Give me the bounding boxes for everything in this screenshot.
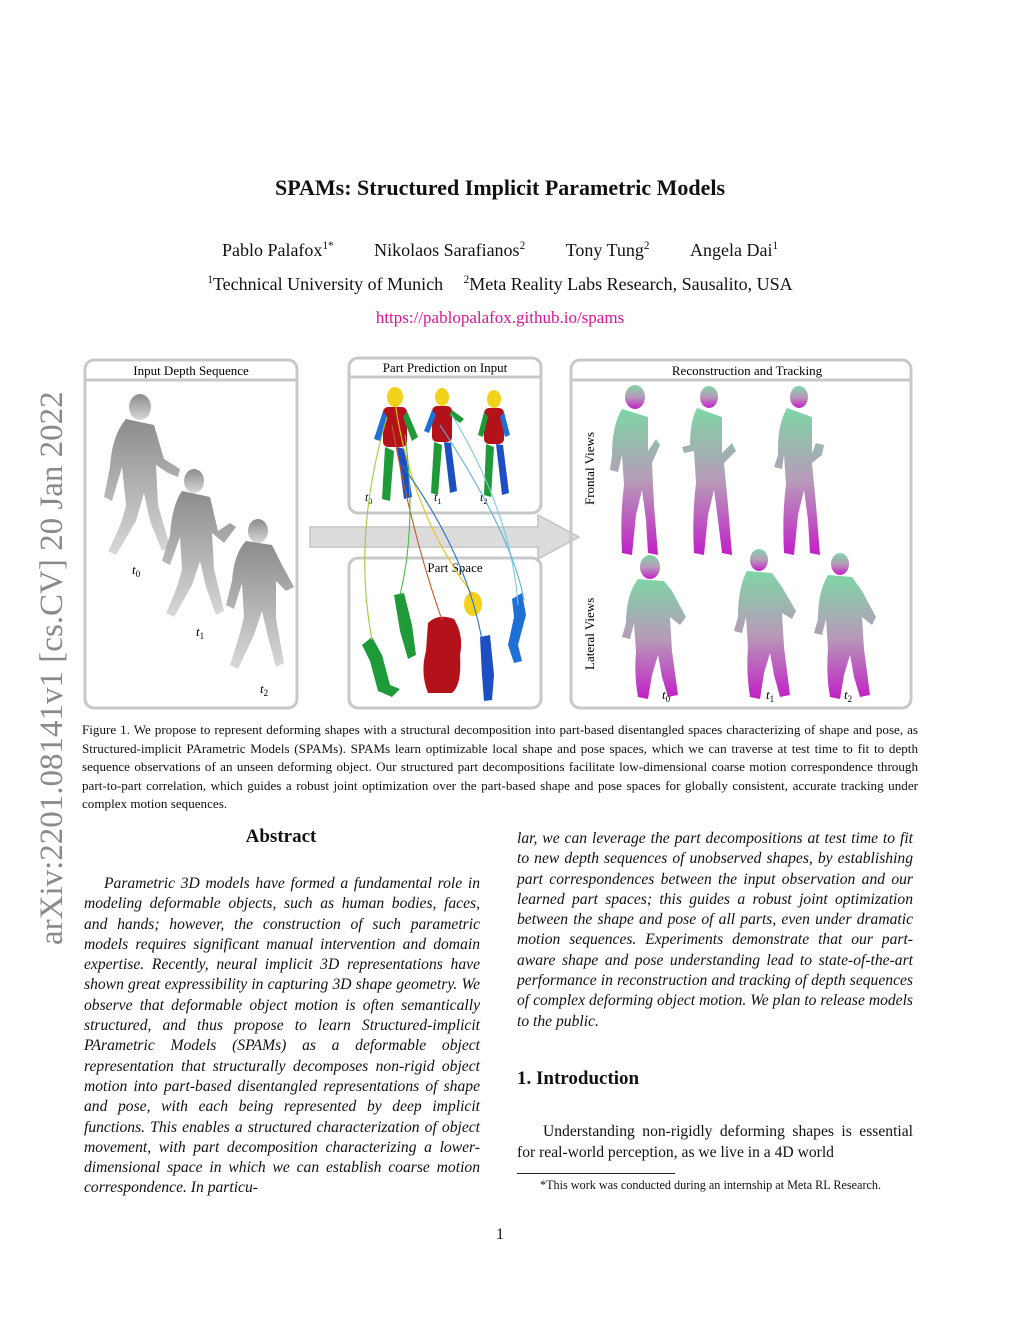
time-t: t: [480, 490, 484, 504]
affiliation: [207, 274, 443, 294]
panel-part-prediction: [349, 358, 541, 513]
author-sup: 1: [772, 240, 779, 252]
row-label: Frontal Views: [582, 431, 597, 505]
recon-figure: [622, 555, 686, 699]
part-shape: [362, 592, 526, 701]
affiliation-name: Technical University of Munich: [212, 274, 444, 294]
panel-title: Part Prediction on Input: [382, 360, 508, 375]
time-t: t: [365, 490, 369, 504]
footnote-rule: [517, 1173, 675, 1174]
part-figure: [424, 388, 464, 495]
abstract-continued: lar, we can leverage the part decompositions at test time to fit to new depth sequences of unobserved shapes, by establishing part correspondences between the input observation and our learned part spaces; this guides a robust joint optimization between the shape and pose of all parts, even under dramatic motion sequences. Experiments demonstrate that our part-aware shape and pose understanding lead to state-of-the-art performance in reconstruction and tracking of depth sequences of complex deforming object motion. We plan to release models to the public.: [517, 830, 913, 1030]
author-sup: 2: [519, 240, 526, 252]
author: [222, 240, 334, 260]
depth-figure: [226, 519, 294, 669]
time-label: [260, 681, 268, 698]
affiliation-list: [0, 274, 1000, 295]
time-label: [766, 687, 774, 704]
project-link[interactable]: https://pablopalafox.github.io/spams: [375, 308, 625, 327]
time-t: t: [196, 624, 200, 639]
time-sub: 1: [769, 694, 775, 704]
affiliation-sup: 2: [463, 274, 470, 286]
part-figure: [478, 390, 510, 497]
author-name: Angela Dai: [690, 240, 773, 260]
time-sub: 0: [368, 497, 373, 506]
author-name: Pablo Palafox: [221, 240, 323, 260]
time-sub: 1: [437, 497, 442, 506]
time-sub: 2: [483, 497, 488, 506]
time-t: t: [662, 687, 666, 702]
arxiv-stamp-text: arXiv:2201.08141v1 [cs.CV] 20 Jan 2022: [34, 391, 70, 945]
section-heading: 1. Introduction: [517, 1068, 640, 1089]
panel-title: Part Space: [427, 560, 483, 575]
row-label: Lateral Views: [582, 597, 597, 670]
author-name: Tony Tung: [565, 240, 644, 260]
recon-figure: [814, 553, 876, 699]
footnote: *This work was conducted during an internship at Meta RL Research.: [540, 1178, 882, 1192]
time-sub: 0: [665, 694, 671, 704]
time-t: t: [844, 687, 848, 702]
panel-input-depth: [85, 360, 297, 708]
panel-title: Reconstruction and Tracking: [671, 363, 823, 378]
time-sub: 1: [199, 631, 205, 641]
time-sub: 2: [263, 688, 269, 698]
abstract-heading: Abstract: [245, 826, 317, 847]
time-t: t: [766, 687, 770, 702]
affiliation-name: Meta Reality Labs Research, Sausalito, USA: [469, 274, 793, 294]
affiliation-sup: 1: [207, 274, 213, 286]
author-name: Nikolaos Sarafianos: [374, 240, 520, 260]
paper-title: SPAMs: Structured Implicit Parametric Models: [274, 175, 726, 200]
page-number: 1: [496, 1226, 504, 1243]
figure-1: [82, 355, 916, 713]
affiliation: [464, 274, 793, 294]
author: [690, 240, 778, 260]
figure-caption: Figure 1. We propose to represent deforming shapes with a structural decomposition into part-based disentangled spaces characterizing of shape and pose, as Structured-implicit PArametric Models (SPAMs). SPAMs learn optimizable local shape and pose spaces, which we can traverse at test time to fit to depth sequence observations of an unseen deforming object. Our structured part decompositions facilitate low-dimensional coarse motion correspondence through part-to-part correlation, which guides a robust joint optimization over the part-based shape and pose spaces for globally consistent, accurate tracking under complex motion sequences.: [82, 722, 918, 811]
depth-figure: [162, 469, 236, 617]
author: [374, 240, 525, 260]
author: [566, 240, 650, 260]
time-label: [132, 562, 141, 579]
author-list: [0, 240, 1000, 261]
panel-title: Input Depth Sequence: [133, 363, 249, 378]
time-t: t: [132, 562, 136, 577]
recon-figure: [682, 386, 736, 555]
abstract-body: Parametric 3D models have formed a fundamental role in modeling deformable objects, such as human bodies, faces, and hands; however, the construction of such parametric models requires significant manual intervention and domain expertise. Recently, neural implicit 3D representations have shown great expressibility in capturing 3D shape geometry. We observe that deformable object motion is often semantically structured, and thus propose to learn Structured-implicit PArametric Models (SPAMs) as a deformable object representation that structurally decomposes non-rigid object motion into part-based disentangled representations of shape and pose, with each being represented by deep implicit functions. This enables a structured characterization of object movement, with part decomposition characterizing a lower-dimensional space in which we can establish coarse motion correspondence. In particu-: [84, 875, 480, 1197]
recon-figure: [734, 549, 796, 699]
panel-reconstruction: [571, 360, 911, 708]
intro-paragraph: Understanding non-rigidly deforming shapes is essential for real-world perception, as we live in a 4D world: [517, 1123, 913, 1161]
time-sub: 0: [135, 569, 141, 579]
recon-figure: [610, 385, 660, 555]
author-sup: 1*: [322, 240, 334, 252]
depth-figure: [104, 394, 180, 555]
time-t: t: [434, 490, 438, 504]
time-t: t: [260, 681, 264, 696]
time-label: [196, 624, 204, 641]
time-sub: 2: [847, 694, 853, 704]
author-sup: 2: [643, 240, 650, 252]
time-label: [844, 687, 852, 704]
recon-figure: [774, 386, 824, 555]
arxiv-stamp: [16, 360, 76, 950]
